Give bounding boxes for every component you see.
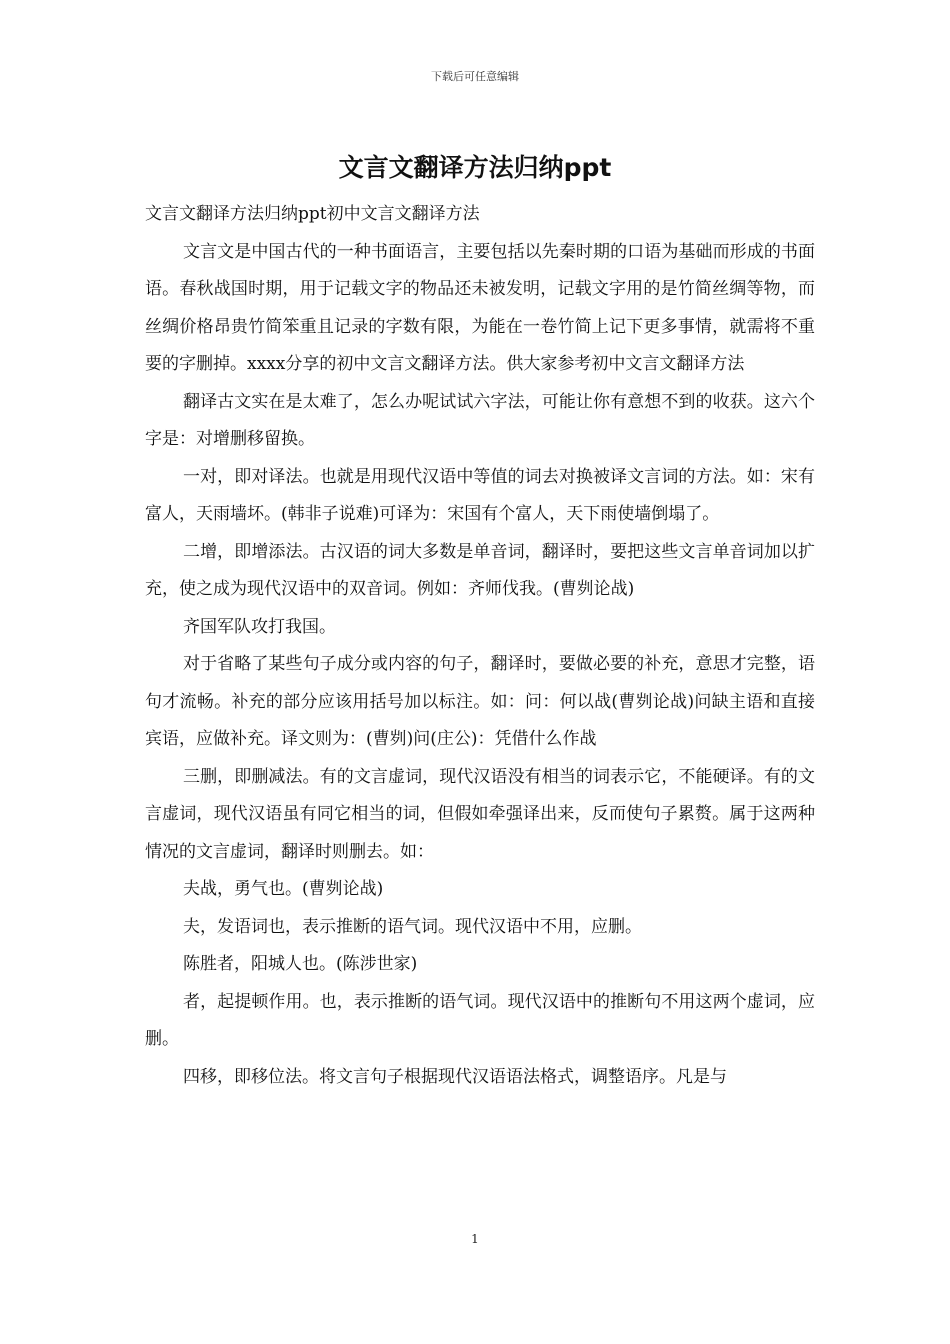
body-paragraph: 文言文翻译方法归纳ppt初中文言文翻译方法 — [145, 204, 480, 224]
header-note: 下载后可任意编辑 — [431, 70, 519, 83]
body-paragraph: 四移，即移位法。将文言句子根据现代汉语语法格式，调整语序。凡是与 — [183, 1066, 727, 1087]
body-paragraph: 文言文是中国古代的一种书面语言，主要包括以先秦时期的口语为基础而形成的书面语。春秋战国时期，用于记载文字的物品还未被发明，记载文字用的是竹简丝绸等物，而丝绸价格昂贵竹简笨重且记录的字数有限，为能在一卷竹简上记下更多事情，就需将不重要的字删掉。xxxx分享的初中文言文翻译方法。供大家参考初中文言文翻译方法 — [145, 241, 815, 374]
document-body — [145, 196, 815, 1096]
body-paragraph: 齐国军队攻打我国。 — [183, 616, 336, 637]
body-paragraph: 者，起提顿作用。也，表示推断的语气词。现代汉语中的推断句不用这两个虚词，应删。 — [145, 991, 815, 1049]
document-title: 文言文翻译方法归纳ppt — [338, 153, 612, 182]
body-paragraph: 对于省略了某些句子成分或内容的句子，翻译时，要做必要的补充，意思才完整，语句才流畅。补充的部分应该用括号加以标注。如：问：何以战(曹刿论战)问缺主语和直接宾语，应做补充。译文则为：(曹刿)问(庄公)：凭借什么作战 — [145, 654, 815, 749]
body-paragraph: 夫战，勇气也。(曹刿论战) — [183, 879, 384, 899]
page-number: 1 — [471, 1232, 479, 1246]
body-paragraph: 一对，即对译法。也就是用现代汉语中等值的词去对换被译文言词的方法。如：宋有富人，天雨墙坏。(韩非子说难)可译为：宋国有个富人，天下雨使墙倒塌了。 — [145, 466, 815, 524]
body-paragraph: 夫，发语词也，表示推断的语气词。现代汉语中不用，应删。 — [183, 916, 642, 937]
body-paragraph: 三删，即删减法。有的文言虚词，现代汉语没有相当的词表示它，不能硬译。有的文言虚词，现代汉语虽有同它相当的词，但假如牵强译出来，反而使句子累赘。属于这两种情况的文言虚词，翻译时则删去。如： — [145, 766, 815, 862]
body-paragraph: 陈胜者，阳城人也。(陈涉世家) — [183, 954, 418, 974]
body-paragraph: 二增，即增添法。古汉语的词大多数是单音词，翻译时，要把这些文言单音词加以扩充，使之成为现代汉语中的双音词。例如：齐师伐我。(曹刿论战) — [145, 541, 815, 599]
body-paragraph: 翻译古文实在是太难了，怎么办呢试试六字法，可能让你有意想不到的收获。这六个字是：对增删移留换。 — [145, 391, 815, 449]
